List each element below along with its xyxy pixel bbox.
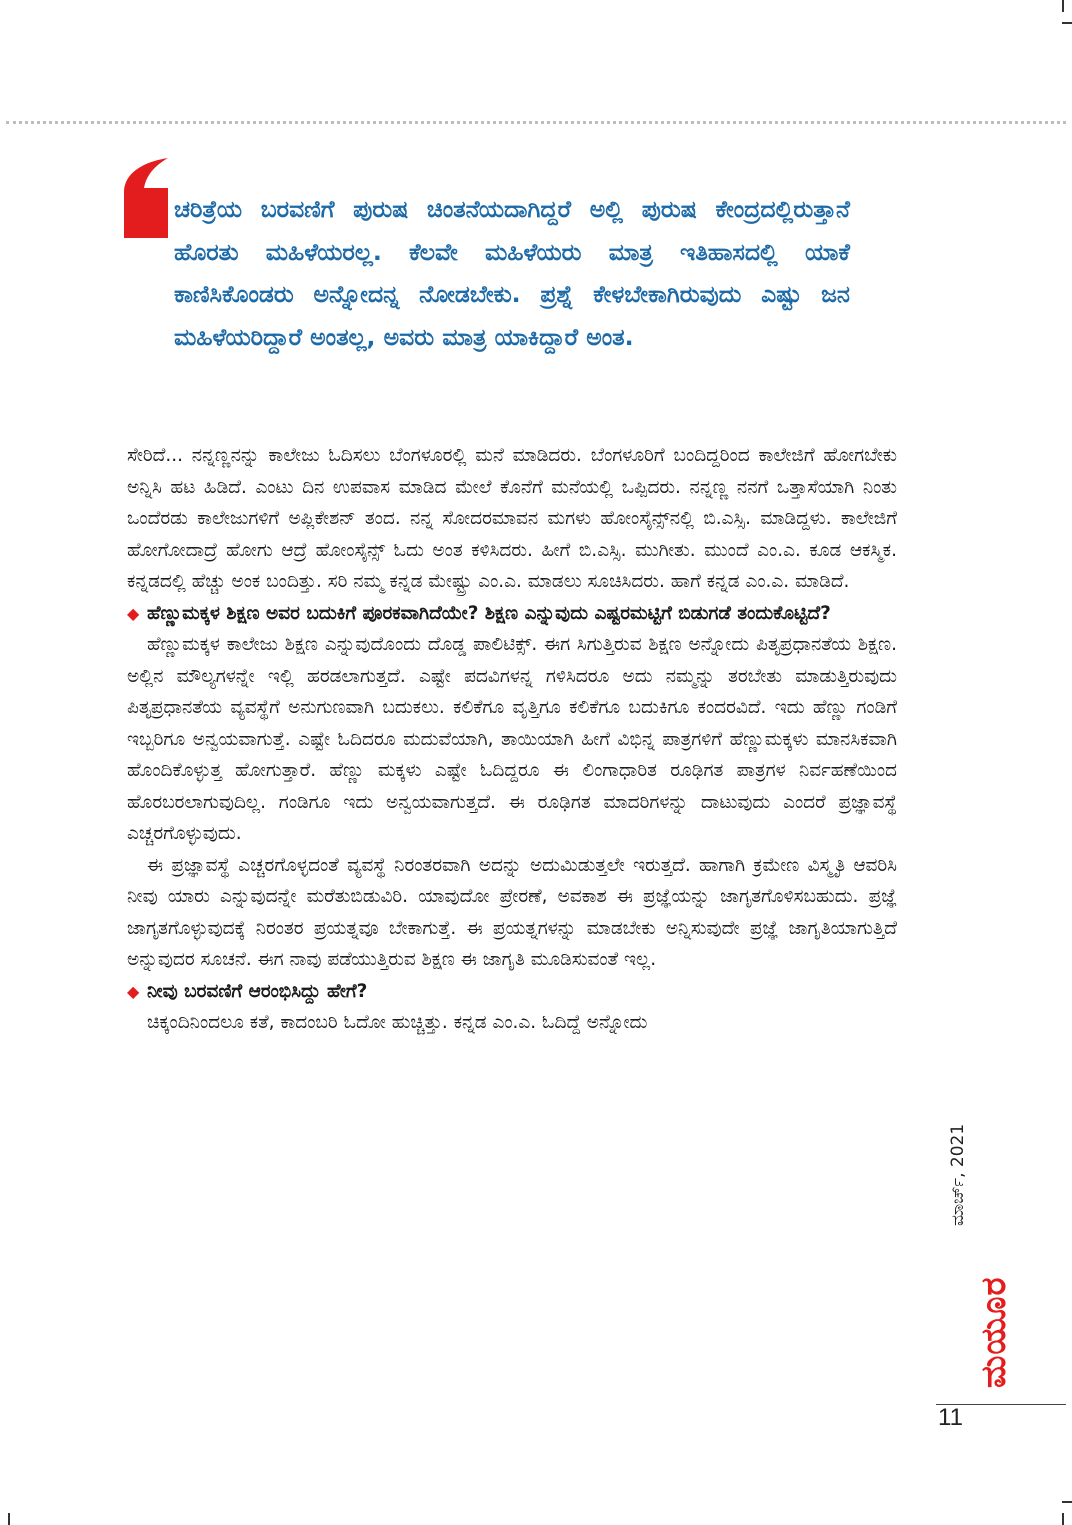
crop-mark-bottom-right-horizontal [1062, 1501, 1072, 1503]
intro-paragraph: ಸೇರಿದೆ... ನನ್ನಣ್ಣನನ್ನು ಕಾಲೇಜು ಓದಿಸಲು ಬೆಂಗಳೂರಲ್ಲಿ ಮನೆ ಮಾಡಿದರು. ಬೆಂಗಳೂರಿಗೆ ಬಂದಿದ್ದರಿಂದ ಕಾಲೇಜಿಗೆ ಹೋಗಬೇಕು ಅನ್ನಿಸಿ ಹಟ ಹಿಡಿದೆ. ಎಂಟು ದಿನ ಉಪವಾಸ ಮಾಡಿದ ಮೇಲೆ ಕೊನೆಗೆ ಮನೆಯಲ್ಲಿ ಒಪ್ಪಿದರು. ನನ್ನಣ್ಣ ನನಗೆ ಒತ್ತಾಸೆಯಾಗಿ ನಿಂತು ಒಂದೆರಡು ಕಾಲೇಜುಗಳಿಗೆ ಅಪ್ಲಿಕೇಶನ್ ತಂದ. ನನ್ನ ಸೋದರಮಾವನ ಮಗಳು ಹೋಂಸೈನ್ಸ್‌ನಲ್ಲಿ ಬಿ.ಎಸ್ಸಿ. ಮಾಡಿದ್ದಳು. ಕಾಲೇಜಿಗೆ ಹೋಗೋದಾದ್ರೆ ಹೋಗು ಆದ್ರೆ ಹೋಂಸೈನ್ಸ್ ಓದು ಅಂತ ಕಳಿಸಿದರು. ಹೀಗೆ ಬಿ.ಎಸ್ಸಿ. ಮುಗೀತು. ಮುಂದೆ ಎಂ.ಎ. ಕೂಡ ಆಕಸ್ಮಿಕ. ಕನ್ನಡದಲ್ಲಿ ಹೆಚ್ಚು ಅಂಕ ಬಂದಿತ್ತು. ಸರಿ ನಮ್ಮ ಕನ್ನಡ ಮೇಷ್ಟ್ರು ಎಂ.ಎ. ಮಾಡಲು ಸೂಚಿಸಿದರು. ಹಾಗೆ ಕನ್ನಡ ಎಂ.ಎ. ಮಾಡಿದೆ. [127, 445, 897, 592]
answer-1-paragraph-1: ಹೆಣ್ಣುಮಕ್ಕಳ ಕಾಲೇಜು ಶಿಕ್ಷಣ ಎನ್ನುವುದೊಂದು ದೊಡ್ಡ ಪಾಲಿಟಿಕ್ಸ್. ಈಗ ಸಿಗುತ್ತಿರುವ ಶಿಕ್ಷಣ ಅನ್ನೋದು ಪಿತೃಪ್ರಧಾನತೆಯ ಶಿಕ್ಷಣ. ಅಲ್ಲಿನ ಮೌಲ್ಯಗಳನ್ನೇ ಇಲ್ಲಿ ಹರಡಲಾಗುತ್ತದೆ. ಎಷ್ಟೇ ಪದವಿಗಳನ್ನ ಗಳಿಸಿದರೂ ಅದು ನಮ್ಮನ್ನು ತರಬೇತು ಮಾಡುತ್ತಿರುವುದು ಪಿತೃಪ್ರಧಾನತೆಯ ವ್ಯವಸ್ಥೆಗೆ ಅನುಗುಣವಾಗಿ ಬದುಕಲು. ಕಲಿಕೆಗೂ ವೃತ್ತಿಗೂ ಕಲಿಕೆಗೂ ಬದುಕಿಗೂ ಕಂದರವಿದೆ. ಇದು ಹೆಣ್ಣು ಗಂಡಿಗೆ ಇಬ್ಬರಿಗೂ ಅನ್ವಯವಾಗುತ್ತೆ. ಎಷ್ಟೇ ಓದಿದರೂ ಮದುವೆಯಾಗಿ, ತಾಯಿಯಾಗಿ ಹೀಗೆ ವಿಭಿನ್ನ ಪಾತ್ರಗಳಿಗೆ ಹೆಣ್ಣುಮಕ್ಕಳು ಮಾನಸಿಕವಾಗಿ ಹೊಂದಿಕೊಳ್ಳುತ್ತ ಹೋಗುತ್ತಾರೆ. ಹೆಣ್ಣು ಮಕ್ಕಳು ಎಷ್ಟೇ ಓದಿದ್ದರೂ ಈ ಲಿಂಗಾಧಾರಿತ ರೂಢಿಗತ ಪಾತ್ರಗಳ ನಿರ್ವಹಣೆಯಿಂದ ಹೊರಬರಲಾಗುವುದಿಲ್ಲ. ಗಂಡಿಗೂ ಇದು ಅನ್ವಯವಾಗುತ್ತದೆ. ಈ ರೂಢಿಗತ ಮಾದರಿಗಳನ್ನು ದಾಟುವುದು ಎಂದರೆ ಪ್ರಜ್ಞಾವಸ್ಥೆ ಎಚ್ಚರಗೊಳ್ಳುವುದು. [127, 634, 897, 844]
answer-2-paragraph-1: ಚಿಕ್ಕಂದಿನಿಂದಲೂ ಕತೆ, ಕಾದಂಬರಿ ಓದೋ ಹುಚ್ಚಿತ್ತು. ಕನ್ನಡ ಎಂ.ಎ. ಓದಿದ್ದೆ ಅನ್ನೋದು [147, 1012, 648, 1033]
answer-1-paragraph-2: ಈ ಪ್ರಜ್ಞಾವಸ್ಥೆ ಎಚ್ಚರಗೊಳ್ಳದಂತೆ ವ್ಯವಸ್ಥೆ ನಿರಂತರವಾಗಿ ಅದನ್ನು ಅದುಮಿಡುತ್ತಲೇ ಇರುತ್ತದೆ. ಹಾಗಾಗಿ ಕ್ರಮೇಣ ವಿಸ್ಮೃತಿ ಆವರಿಸಿ ನೀವು ಯಾರು ಎನ್ನುವುದನ್ನೇ ಮರೆತುಬಿಡುವಿರಿ. ಯಾವುದೋ ಪ್ರೇರಣೆ, ಅವಕಾಶ ಈ ಪ್ರಜ್ಞೆಯನ್ನು ಜಾಗೃತಗೊಳಿಸಬಹುದು. ಪ್ರಜ್ಞೆ ಜಾಗೃತಗೊಳ್ಳುವುದಕ್ಕೆ ನಿರಂತರ ಪ್ರಯತ್ನವೂ ಬೇಕಾಗುತ್ತೆ. ಈ ಪ್ರಯತ್ನಗಳನ್ನು ಮಾಡಬೇಕು ಅನ್ನಿಸುವುದೇ ಪ್ರಜ್ಞೆ ಜಾಗೃತಿಯಾಗುತ್ತಿದೆ ಅನ್ನುವುದರ ಸೂಚನೆ. ಈಗ ನಾವು ಪಡೆಯುತ್ತಿರುವ ಶಿಕ್ಷಣ ಈ ಜಾಗೃತಿ ಮೂಡಿಸುವಂತೆ ಇಲ್ಲ. [127, 854, 897, 970]
question-2-text: ನೀವು ಬರವಣಿಗೆ ಆರಂಭಿಸಿದ್ದು ಹೇಗೆ? [147, 980, 368, 1002]
question-1 [127, 598, 897, 630]
quote-mark-icon [124, 158, 168, 238]
crop-mark-bottom-left [8, 1513, 10, 1525]
dotted-separator [6, 121, 1066, 124]
diamond-bullet-icon: ◆ [127, 603, 140, 623]
magazine-logo: ಮಯೂರ [974, 1276, 1014, 1388]
crop-mark-top-right [1062, 0, 1064, 12]
question-2 [127, 976, 897, 1008]
diamond-bullet-icon: ◆ [127, 981, 140, 1001]
issue-date: ಮಾರ್ಚ್, 2021 [948, 1123, 968, 1226]
crop-mark-top-right-horizontal [1062, 22, 1072, 24]
question-1-text: ಹೆಣ್ಣುಮಕ್ಕಳ ಶಿಕ್ಷಣ ಅವರ ಬದುಕಿಗೆ ಪೂರಕವಾಗಿದೆಯೇ? ಶಿಕ್ಷಣ ಎನ್ನುವುದು ಎಷ್ಟರಮಟ್ಟಿಗೆ ಬಿಡುಗಡೆ ತಂದುಕೊಟ್ಟಿದೆ? [147, 602, 831, 624]
article-body [127, 440, 897, 1039]
page-number: 11 [938, 1404, 963, 1431]
pull-quote: ಚರಿತ್ರೆಯ ಬರವಣಿಗೆ ಪುರುಷ ಚಿಂತನೆಯದಾಗಿದ್ದರೆ ಅಲ್ಲಿ ಪುರುಷ ಕೇಂದ್ರದಲ್ಲಿರುತ್ತಾನೆ ಹೊರತು ಮಹಿಳೆಯರಲ್ಲ. ಕೆಲವೇ ಮಹಿಳೆಯರು ಮಾತ್ರ ಇತಿಹಾಸದಲ್ಲಿ ಯಾಕೆ ಕಾಣಿಸಿಕೊಂಡರು ಅನ್ನೋದನ್ನ ನೋಡಬೇಕು. ಪ್ರಶ್ನೆ ಕೇಳಬೇಕಾಗಿರುವುದು ಎಷ್ಟು ಜನ ಮಹಿಳೆಯರಿದ್ದಾರೆ ಅಂತಲ್ಲ, ಅವರು ಮಾತ್ರ ಯಾಕಿದ್ದಾರೆ ಅಂತ. [174, 195, 850, 351]
crop-mark-bottom-right [1062, 1513, 1064, 1525]
